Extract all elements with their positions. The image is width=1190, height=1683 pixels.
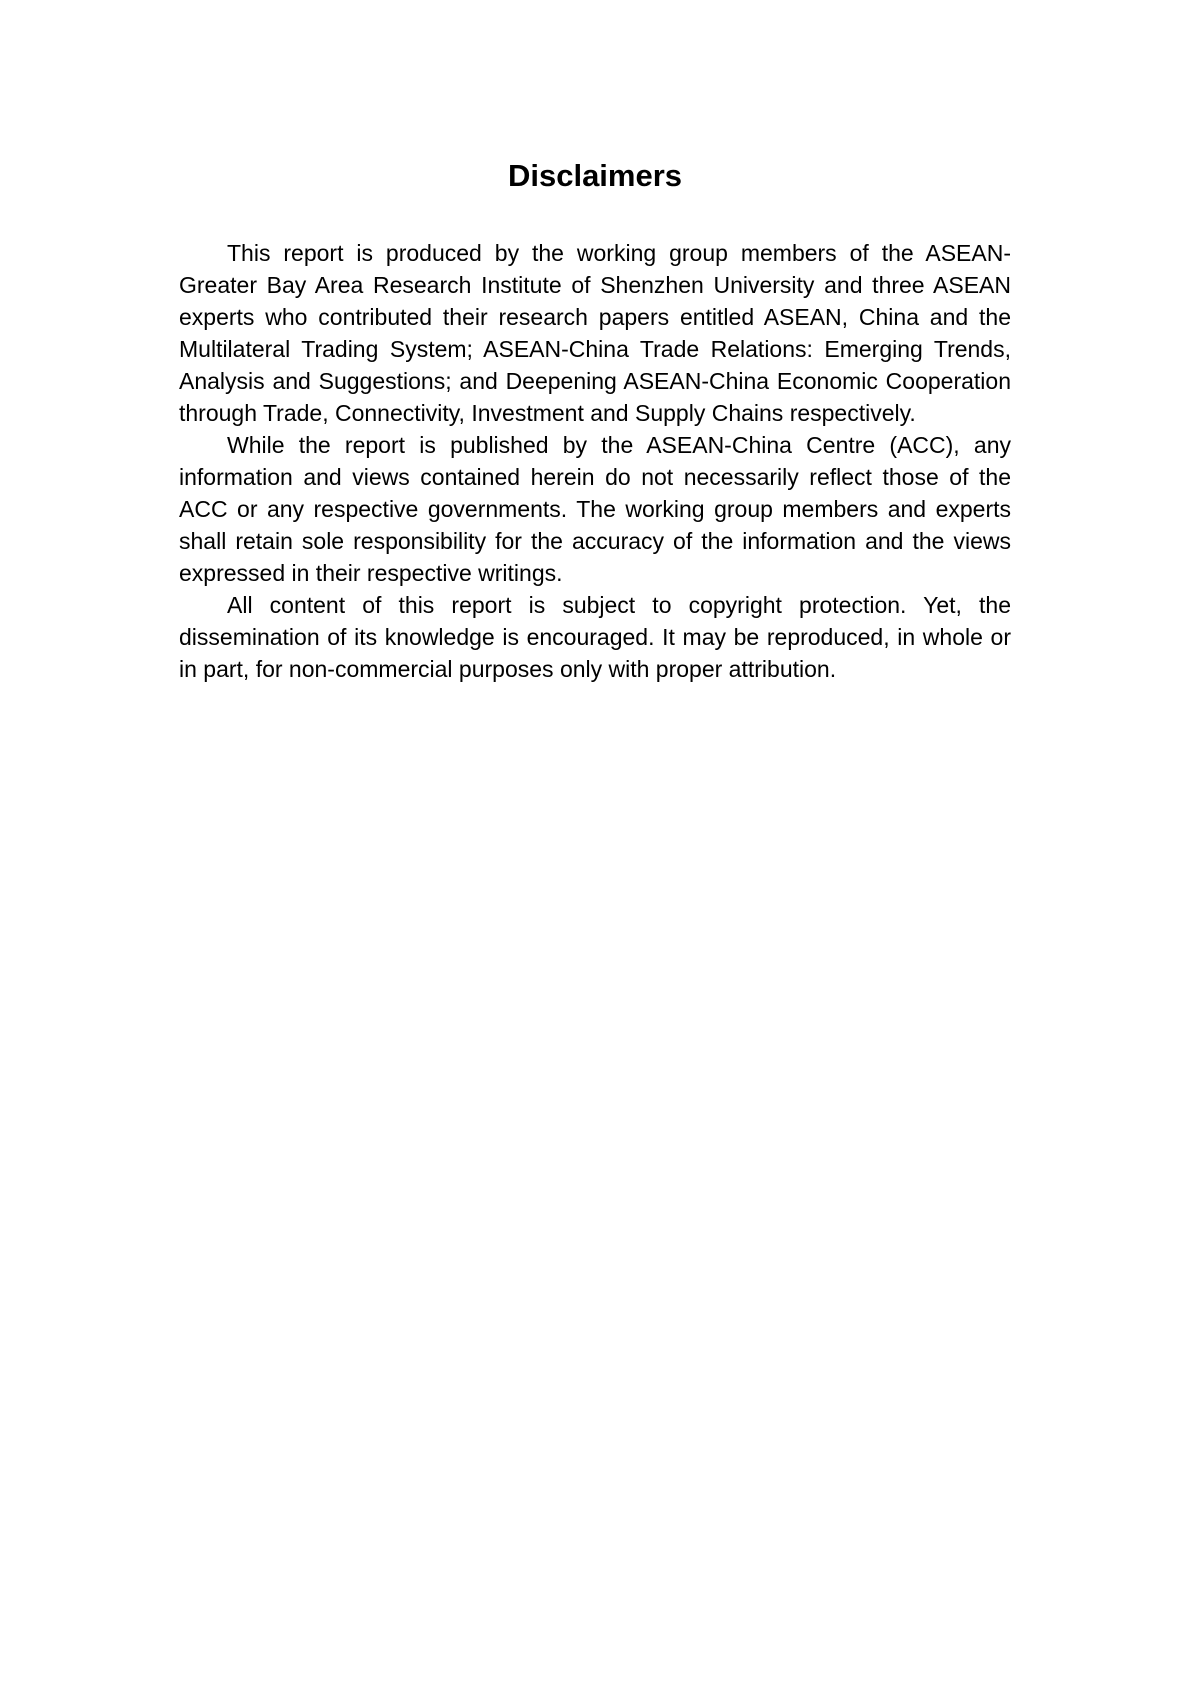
paragraph-authorship: This report is produced by the working group members of the ASEAN-Greater Bay Area Research Institute of Shenzhen University and three ASEAN experts who contributed their research papers entitled ASEAN, China and the Multilateral Trading System; ASEAN-China Trade Relations: Emerging Trends, Analysis and Suggestions; and Deepening ASEAN-China Economic Cooperation through Trade, Connectivity, Investment and Supply Chains respectively. (179, 240, 1011, 426)
paragraph-views: While the report is published by the ASEAN-China Centre (ACC), any information and views contained herein do not necessarily reflect those of the ACC or any respective governments. The working group members and experts shall retain sole responsibility for the accuracy of the information and the views expressed in their respective writings. (179, 432, 1011, 586)
paragraph-copyright: All content of this report is subject to copyright protection. Yet, the dissemination of its knowledge is encouraged. It may be reproduced, in whole or in part, for non-commercial purposes only with proper attribution. (179, 592, 1011, 682)
page-title: Disclaimers (507, 158, 683, 193)
disclaimer-body (179, 237, 1011, 685)
